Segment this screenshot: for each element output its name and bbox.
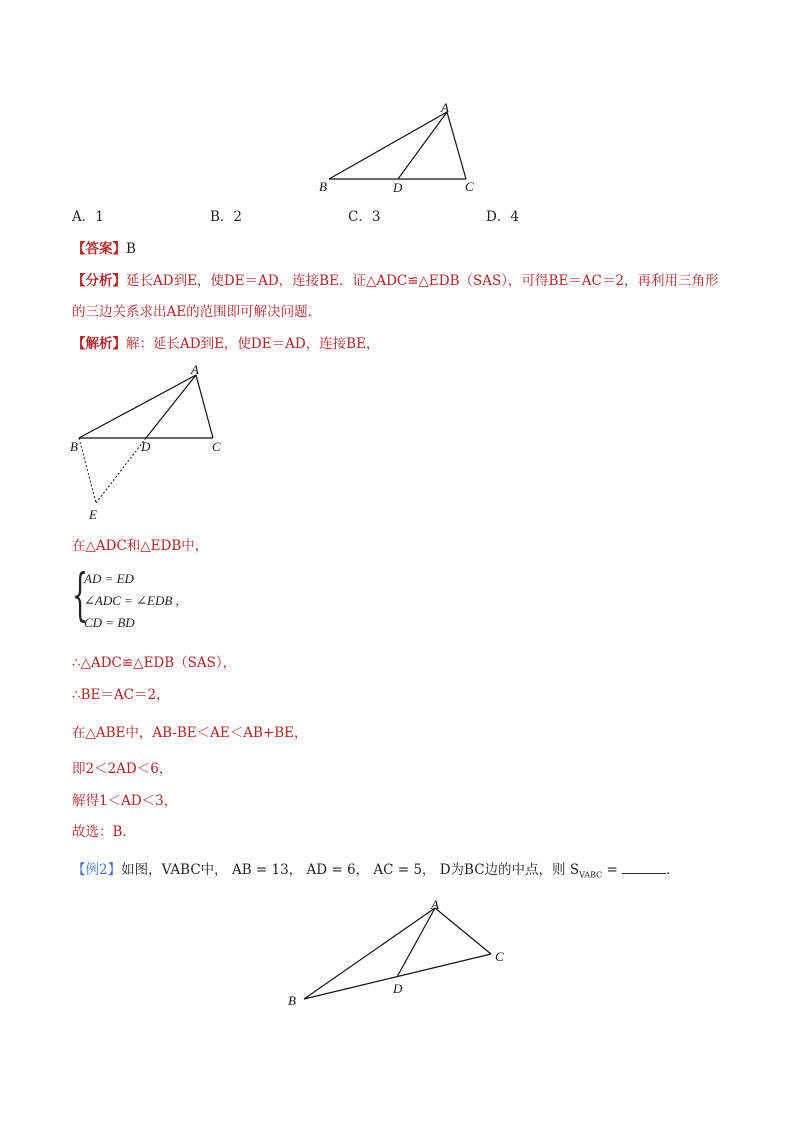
- solution-line: [72, 335, 379, 353]
- figure-1-triangle: [310, 95, 490, 200]
- example-2-end: ．: [666, 862, 680, 878]
- segment-de-dotted: [96, 438, 146, 503]
- example-2-equals: =: [602, 862, 618, 878]
- analysis-text-1: 延长AD到E，使DE＝AD，连接BE．证△ADC≌△EDB（SAS），可得BE＝AC＝2，再利用三角形: [126, 273, 719, 289]
- equation-system: [72, 563, 272, 636]
- example-2-text: 如图，VABC中， AB = 13， AD = 6， AC = 5， D为BC边的中点，则 S: [121, 862, 580, 878]
- system-eq-3: CD = BD: [84, 615, 135, 630]
- answer-tag: 【答案】: [72, 241, 126, 257]
- analysis-line-1: [72, 272, 718, 290]
- label-a: A: [441, 100, 449, 115]
- label-b: B: [288, 993, 296, 1008]
- label-c: C: [465, 179, 474, 194]
- step-inequality-2: 解得1＜AD＜3，: [72, 793, 178, 809]
- system-eq-2: ∠ADC = ∠EDB ,: [84, 593, 179, 608]
- answer-value: B: [126, 241, 136, 257]
- label-d: D: [393, 180, 403, 195]
- system-eq-1: AD = ED: [84, 571, 134, 586]
- segment-ac: [196, 375, 213, 438]
- option-a: A．1: [72, 209, 104, 225]
- analysis-tag: 【分析】: [72, 273, 126, 289]
- figure-3-triangle: [280, 893, 520, 1013]
- segment-ac: [435, 908, 491, 954]
- segment-be-dotted: [79, 438, 96, 503]
- example-2-tag: 【例2】: [72, 862, 122, 878]
- label-b: B: [319, 179, 327, 194]
- step-choose: 故选：B．: [72, 824, 136, 840]
- segment-ad: [146, 375, 196, 438]
- example-2-question: [72, 861, 680, 885]
- segment-ac: [447, 112, 466, 179]
- option-c: C．3: [348, 209, 381, 225]
- example-2-subscript: VABC: [579, 870, 603, 880]
- segment-ab: [79, 375, 196, 438]
- solution-tag: 【解析】: [72, 336, 126, 352]
- left-brace: {: [72, 563, 89, 628]
- segment-ab: [304, 908, 435, 999]
- solution-intro: 解：延长AD到E，使DE＝AD，连接BE，: [126, 336, 380, 352]
- label-d: D: [141, 439, 151, 454]
- answer-row: [72, 240, 136, 258]
- analysis-line-2: 的三边关系求出AE的范围即可解决问题．: [72, 304, 322, 320]
- label-d: D: [393, 981, 403, 996]
- option-d: D．4: [486, 209, 519, 225]
- option-b: B．2: [210, 209, 243, 225]
- step-be-equals: ∴BE＝AC＝2，: [72, 687, 170, 703]
- step-in-triangles: 在△ADC和△EDB中，: [72, 538, 209, 554]
- label-e: E: [89, 507, 97, 522]
- figure-2-triangle-extended: [62, 358, 242, 528]
- label-b: B: [70, 439, 78, 454]
- label-a: A: [191, 362, 199, 377]
- segment-ab: [329, 112, 447, 179]
- label-c: C: [212, 439, 221, 454]
- step-in-abe: 在△ABE中，AB-BE＜AE＜AB+BE，: [72, 725, 308, 741]
- label-a: A: [431, 897, 439, 912]
- label-c: C: [495, 949, 504, 964]
- segment-ad: [397, 908, 435, 977]
- step-congruent: ∴△ADC≌△EDB（SAS），: [72, 655, 237, 671]
- answer-blank: [622, 861, 666, 874]
- step-inequality-1: 即2＜2AD＜6，: [72, 761, 173, 777]
- segment-ad: [398, 112, 447, 179]
